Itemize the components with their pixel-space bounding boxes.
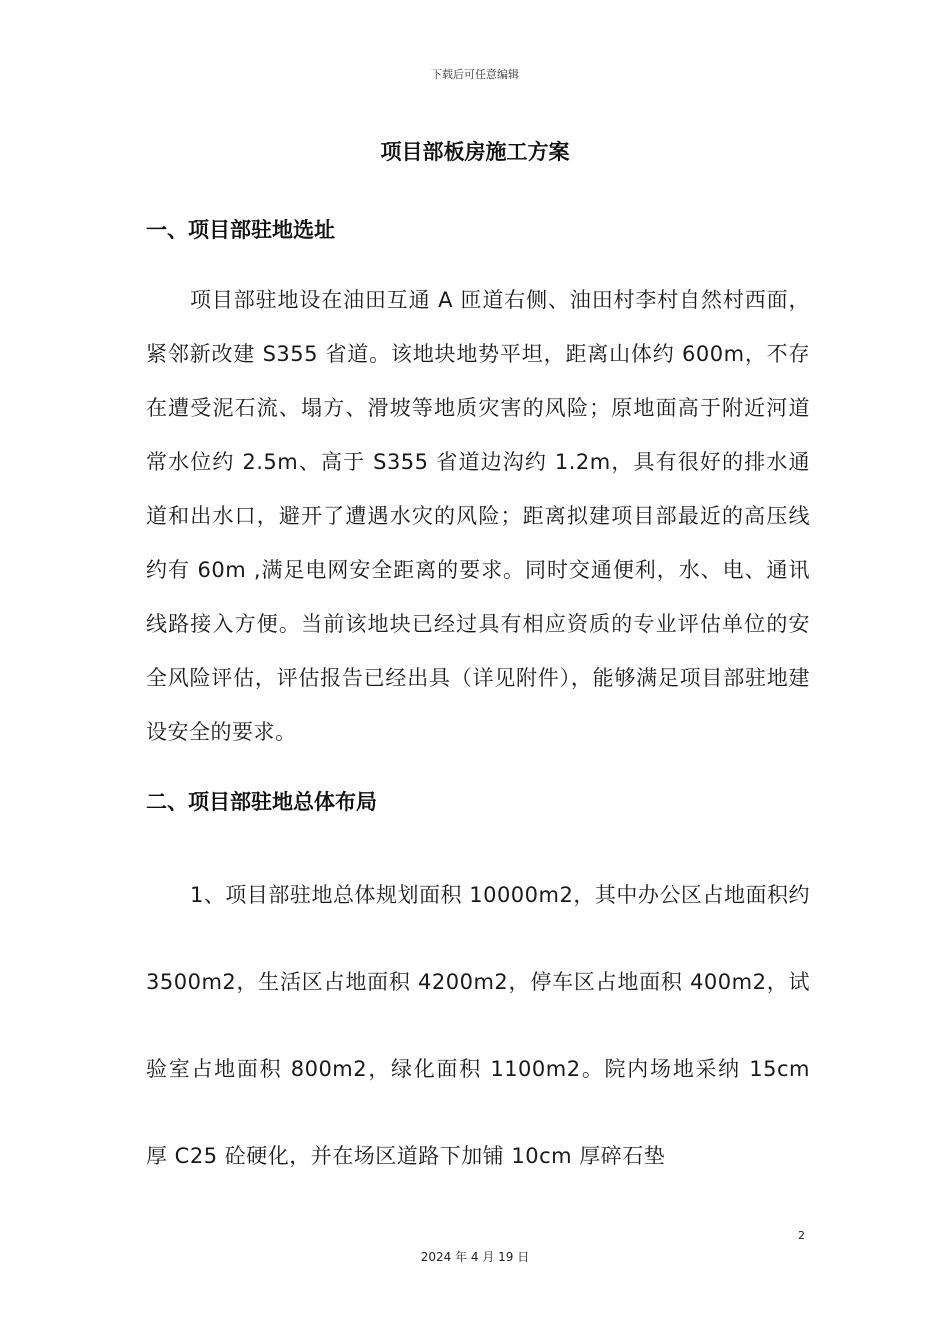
section-heading-overall-layout: 二、项目部驻地总体布局 — [146, 790, 377, 814]
site-selection-paragraph: 项目部驻地设在油田互通 A 匝道右侧、油田村李村自然村西面，紧邻新改建 S355 省道。该地块地势平坦，距离山体约 600m，不存在遭受泥石流、塌方、滑坡等地质灾害的风险；原地面高于附近河道常水位约 2.5m、高于 S355 省道边沟约 1.2m，具有很好的排水通道和出水口，避开了遭遇水灾的风险；距离拟建项目部最近的高压线约有 60m ,满足电网安全距离的要求。同时交通便利，水、电、通讯线路接入方便。当前该地块已经过具有相应资质的专业评估单位的安全风险评估，评估报告已经出具（详见附件），能够满足项目部驻地建设安全的要求。 — [146, 288, 810, 744]
section-heading-site-selection: 一、项目部驻地选址 — [146, 218, 335, 242]
overall-layout-paragraph: 1、项目部驻地总体规划面积 10000m2，其中办公区占地面积约 3500m2，生活区占地面积 4200m2，停车区占地面积 400m2，试验室占地面积 800m2，绿化面积 1100m2。院内场地采纳 15cm 厚 C25 砼硬化，并在场区道路下加铺 10cm 厚碎石垫 — [146, 883, 810, 1168]
page-number: 2 — [798, 1229, 805, 1242]
page-header-note: 下载后可任意编辑 — [431, 68, 519, 81]
footer-date: 2024 年 4 月 19 日 — [420, 1250, 530, 1264]
document-title: 项目部板房施工方案 — [380, 140, 570, 164]
